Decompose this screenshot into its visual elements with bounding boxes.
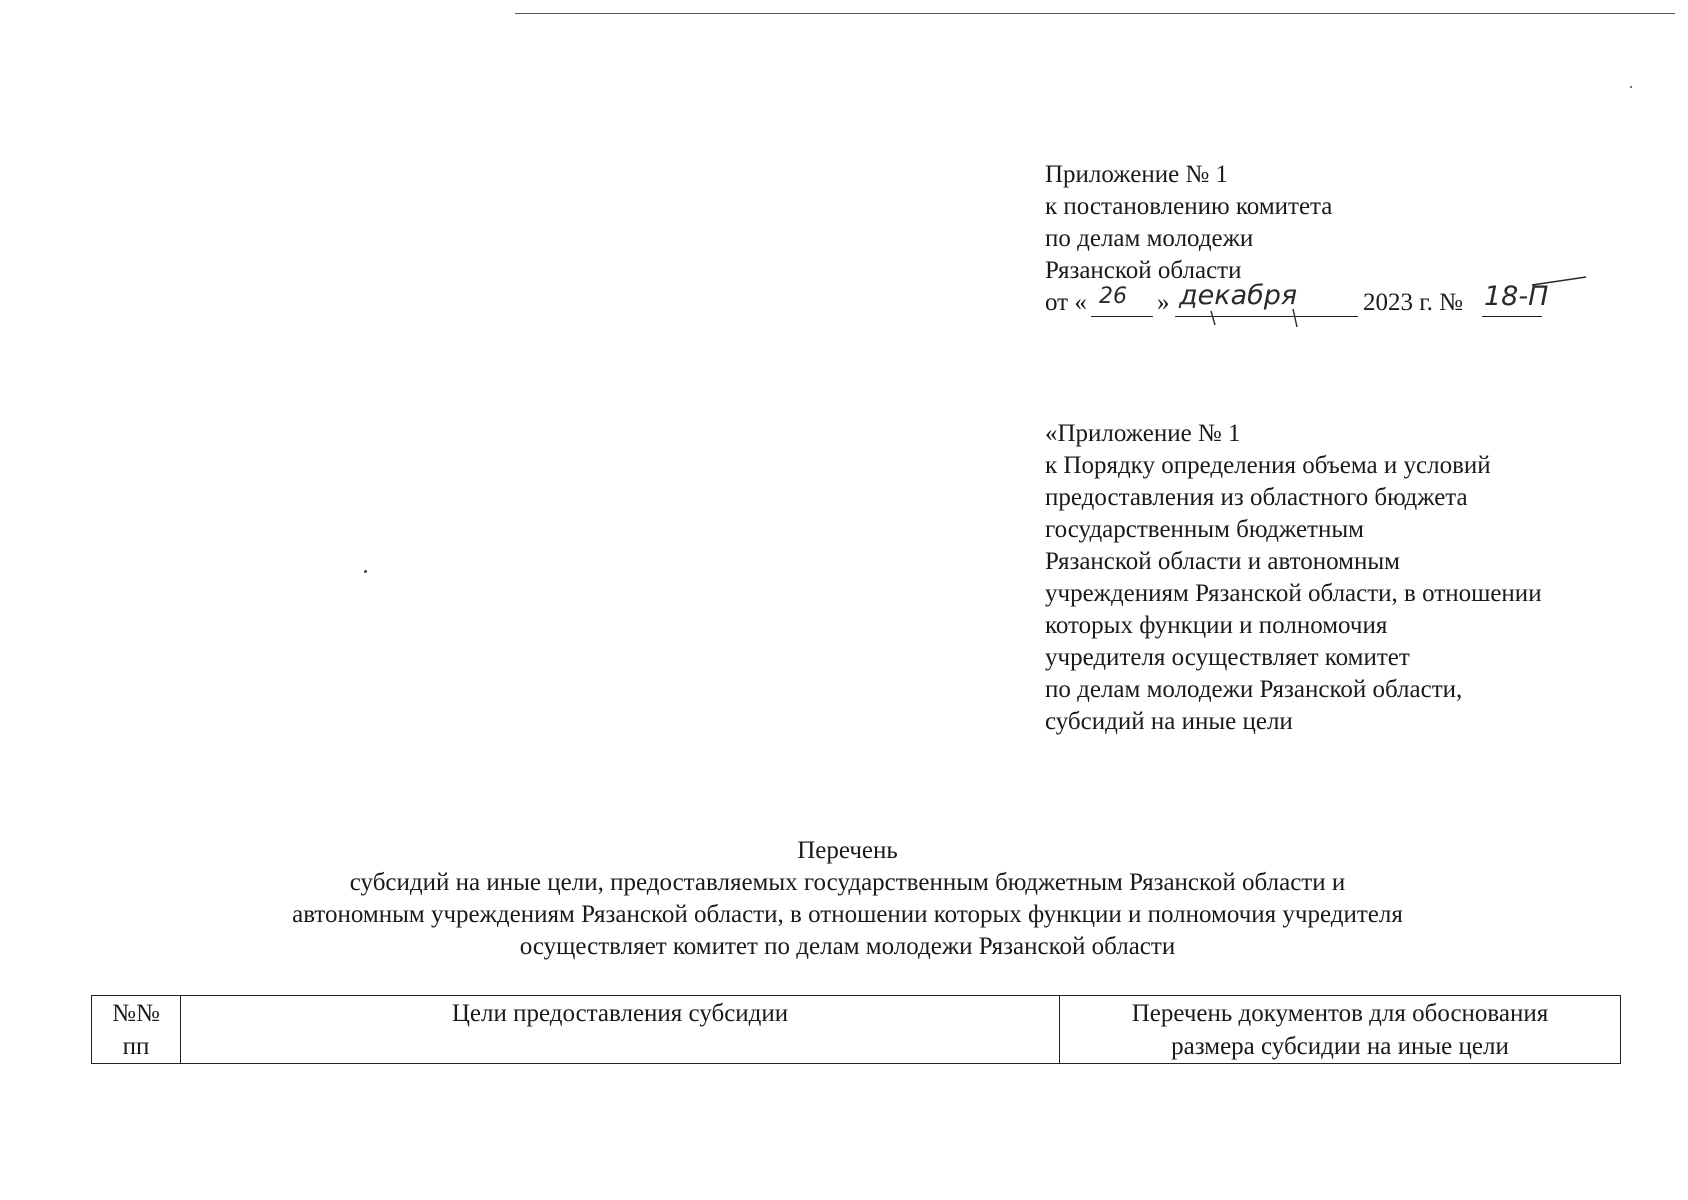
- handwritten-day-field: [1091, 284, 1153, 319]
- handwritten-month-field: [1175, 280, 1358, 319]
- order-appendix-line: государственным бюджетным: [1045, 516, 1364, 543]
- scan-top-rule: [515, 13, 1675, 14]
- year-and-number-label: 2023 г. №: [1363, 289, 1464, 316]
- order-appendix-line: которых функции и полномочия: [1045, 612, 1388, 639]
- handwritten-month: [1175, 273, 1358, 329]
- handwritten-number-field: [1482, 281, 1594, 319]
- svg-text:декабря: декабря: [1179, 280, 1298, 311]
- order-appendix-line: по делам молодежи Рязанской области,: [1045, 676, 1463, 703]
- list-title: Перечень: [797, 837, 898, 864]
- list-heading: [150, 835, 1545, 963]
- order-appendix-line: «Приложение № 1: [1045, 420, 1241, 447]
- order-appendix-line: учредителя осуществляет комитет: [1045, 644, 1410, 671]
- subsidy-table: [91, 995, 1621, 1064]
- order-appendix: [1045, 418, 1542, 738]
- svg-text:26: 26: [1099, 284, 1127, 309]
- appendix-header: [1045, 159, 1549, 319]
- column-header-number: №№ пп: [92, 996, 181, 1064]
- column-header-goals: Цели предоставления субсидии: [181, 996, 1060, 1064]
- list-subtitle-line: автономным учреждениям Рязанской области, в отношении которых функции и полномочия учредителя: [292, 901, 1403, 928]
- appendix-header-line: к постановлению комитета: [1045, 193, 1333, 220]
- scan-speck: [1630, 86, 1632, 88]
- order-appendix-line: к Порядку определения объема и условий: [1045, 452, 1491, 479]
- appendix-header-line: Приложение № 1: [1045, 161, 1229, 188]
- order-appendix-line: учреждениям Рязанской области, в отношении: [1045, 580, 1542, 607]
- resolution-date-number-line: [1045, 280, 1549, 319]
- order-appendix-line: предоставления из областного бюджета: [1045, 484, 1468, 511]
- date-close-quote: »: [1157, 289, 1170, 316]
- list-subtitle-line: осуществляет комитет по делам молодежи Рязанской области: [519, 933, 1176, 960]
- column-header-documents: Перечень документов для обоснования размера субсидии на иные цели: [1060, 996, 1621, 1064]
- order-appendix-line: Рязанской области и автономным: [1045, 548, 1400, 575]
- order-appendix-line: субсидий на иные цели: [1045, 708, 1293, 735]
- appendix-header-line: Рязанской области: [1045, 257, 1242, 284]
- table-header-row: [92, 996, 1621, 1064]
- scan-speck: [364, 570, 367, 573]
- date-prefix: от «: [1045, 289, 1087, 316]
- svg-text:18-П: 18-П: [1484, 281, 1549, 312]
- list-subtitle-line: субсидий на иные цели, предоставляемых государственным бюджетным Рязанской области и: [349, 869, 1346, 896]
- handwritten-number: [1482, 273, 1594, 323]
- appendix-header-line: по делам молодежи: [1045, 225, 1254, 252]
- handwritten-day: [1091, 273, 1153, 317]
